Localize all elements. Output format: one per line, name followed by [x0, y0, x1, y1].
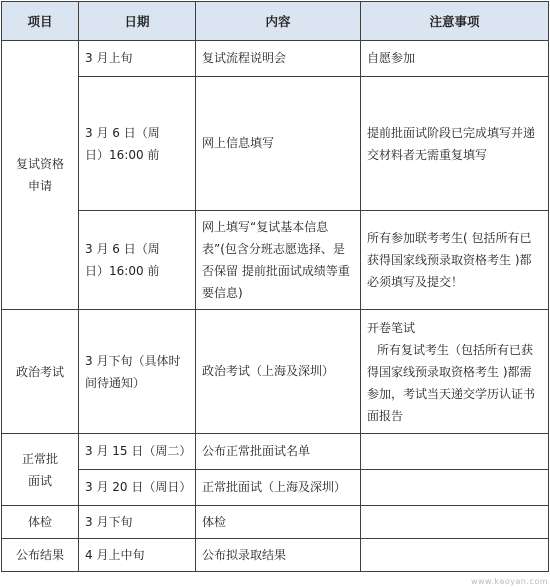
table-row	[2, 211, 549, 310]
content-cell: 公布正常批面试名单	[196, 434, 361, 470]
header-item: 项目	[2, 2, 79, 41]
schedule-table	[1, 1, 549, 572]
content-cell: 网上信息填写	[196, 77, 361, 211]
date-cell: 3 月上旬	[79, 41, 196, 77]
group-interview	[2, 434, 79, 506]
notes-cell	[361, 539, 549, 572]
date-cell: 4 月上中旬	[79, 539, 196, 572]
notes-cell: 所有参加联考考生( 包括所有已获得国家线预录取资格考生 )都必须填写及提交！	[361, 211, 549, 310]
header-content: 内容	[196, 2, 361, 41]
notes-cell: 自愿参加	[361, 41, 549, 77]
header-date: 日期	[79, 2, 196, 41]
table-row	[2, 77, 549, 211]
date-cell: 3 月下旬（具体时间待通知）	[79, 310, 196, 434]
notes-cell: 提前批面试阶段已完成填写并递交材料者无需重复填写	[361, 77, 549, 211]
group-label: 复试资格申请	[16, 157, 65, 193]
date-cell: 3 月下旬	[79, 506, 196, 539]
date-cell: 3 月 20 日（周日）	[79, 470, 196, 506]
header-notes: 注意事项	[361, 2, 549, 41]
table-row	[2, 434, 549, 470]
table-row	[2, 310, 549, 434]
watermark: www.kaoyan.com	[470, 577, 548, 586]
table-row	[2, 506, 549, 539]
content-cell: 复试流程说明会	[196, 41, 361, 77]
notes-cell	[361, 470, 549, 506]
notes-cell	[361, 434, 549, 470]
group-result: 公布结果	[2, 539, 79, 572]
content-cell: 体检	[196, 506, 361, 539]
date-cell: 3 月 6 日（周日）16:00 前	[79, 77, 196, 211]
content-cell: 公布拟录取结果	[196, 539, 361, 572]
group-retest-apply	[2, 41, 79, 310]
group-politics: 政治考试	[2, 310, 79, 434]
notes-cell	[361, 506, 549, 539]
group-label: 正常批面试	[21, 451, 58, 488]
header-row	[2, 2, 549, 41]
table-row	[2, 41, 549, 77]
content-cell: 政治考试（上海及深圳）	[196, 310, 361, 434]
content-cell: 网上填写“复试基本信息表”(包含分班志愿选择、是否保留 提前批面试成绩等重要信息)	[196, 211, 361, 310]
table-row	[2, 470, 549, 506]
notes-title: 开卷笔试	[367, 320, 416, 335]
notes-cell	[361, 310, 549, 434]
date-cell: 3 月 15 日（周二）	[79, 434, 196, 470]
group-physical: 体检	[2, 506, 79, 539]
table-row	[2, 539, 549, 572]
content-cell: 正常批面试（上海及深圳）	[196, 470, 361, 506]
notes-body: 所有复试考生（包括所有已获得国家线预录取资格考生 )都需参加，考试当天递交学历认证书面报告	[367, 342, 536, 423]
date-cell: 3 月 6 日（周日）16:00 前	[79, 211, 196, 310]
